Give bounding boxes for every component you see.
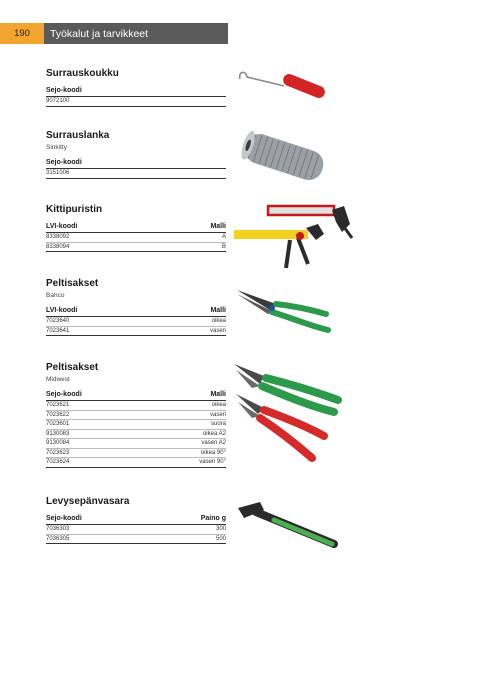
product-section: [46, 362, 226, 468]
product-variant: oikea 90°: [200, 449, 226, 456]
table-header: [46, 222, 226, 233]
product-subtitle: Midwest: [46, 376, 70, 383]
product-table: [46, 514, 226, 544]
product-variant: vasen 90°: [199, 459, 226, 465]
product-table: [46, 86, 226, 107]
table-row: [46, 233, 226, 243]
product-subtitle: Sinkitty: [46, 144, 67, 151]
column-header-model: Malli: [210, 223, 226, 230]
product-variant: vasen A2: [201, 440, 226, 446]
product-variant: vasen: [209, 411, 226, 418]
table-row: [46, 401, 226, 411]
product-code: 8338094: [46, 243, 70, 250]
product-code: 7023641: [46, 327, 70, 334]
product-code: 7023601: [46, 421, 70, 427]
midwest-snips-image: [230, 360, 344, 466]
product-section: [46, 68, 226, 107]
table-row: [46, 243, 226, 253]
column-header-model: Malli: [210, 307, 226, 314]
table-row: [46, 525, 226, 535]
bahco-snips-image: [234, 286, 334, 336]
table-row: [46, 420, 226, 430]
product-variant: oikea: [211, 402, 226, 408]
table-header: [46, 390, 226, 401]
caulking-gun-image: [232, 202, 358, 276]
table-row: [46, 535, 226, 545]
table-row: [46, 97, 226, 107]
header-title: Työkalut ja tarvikkeet: [44, 23, 228, 44]
product-table: [46, 306, 226, 336]
product-code: 7023623: [46, 449, 70, 456]
product-section: [46, 278, 226, 336]
product-code: 7036305: [46, 535, 70, 542]
product-variant: A: [221, 234, 226, 240]
table-row: [46, 317, 226, 327]
table-row: [46, 449, 226, 459]
product-table: [46, 222, 226, 252]
product-code: 7023624: [46, 459, 70, 465]
product-code: 9072100: [46, 98, 70, 104]
product-table: [46, 158, 226, 179]
product-title: Surrauslanka: [46, 130, 110, 141]
table-row: [46, 169, 226, 179]
table-row: [46, 458, 226, 468]
product-variant: oikea: [211, 318, 226, 324]
table-header: [46, 86, 226, 97]
product-code: 7036303: [46, 526, 70, 532]
table-row: [46, 430, 226, 440]
product-variant: suora: [210, 421, 226, 427]
product-title: Surrauskoukku: [46, 68, 119, 79]
column-header-model: Paino g: [200, 515, 226, 522]
product-title: Peltisakset: [46, 362, 99, 373]
product-section: [46, 204, 226, 252]
product-title: Peltisakset: [46, 278, 99, 289]
product-subtitle: Bahco: [46, 292, 65, 299]
column-header-code: Sejo-koodi: [46, 159, 82, 166]
product-variant: 500: [215, 535, 226, 542]
product-section: [46, 496, 226, 544]
product-title: Kittipuristin: [46, 204, 103, 215]
product-code: 9130084: [46, 440, 70, 446]
product-code: 8338092: [46, 234, 70, 240]
product-variant: 300: [215, 526, 226, 532]
hook-tool-image: [232, 66, 330, 106]
product-code: 7023640: [46, 318, 70, 324]
column-header-code: LVI-koodi: [46, 223, 78, 230]
product-section: [46, 130, 226, 179]
column-header-code: Sejo-koodi: [46, 87, 82, 94]
hammer-image: [234, 498, 338, 552]
product-variant: vasen: [209, 327, 226, 334]
page-header: [0, 23, 228, 44]
page-number: 190: [0, 23, 44, 44]
wire-roll-image: [236, 128, 331, 188]
product-code: 9130083: [46, 430, 70, 437]
product-table: [46, 390, 226, 468]
column-header-model: Malli: [210, 391, 226, 398]
table-header: [46, 158, 226, 169]
table-row: [46, 439, 226, 449]
product-code: 7023622: [46, 411, 70, 418]
column-header-code: Sejo-koodi: [46, 391, 82, 398]
product-variant: B: [221, 243, 226, 250]
table-header: [46, 306, 226, 317]
product-code: 3151006: [46, 170, 70, 176]
table-row: [46, 411, 226, 421]
table-row: [46, 327, 226, 337]
product-variant: oikea A2: [202, 430, 226, 437]
column-header-code: LVI-koodi: [46, 307, 78, 314]
column-header-code: Sejo-koodi: [46, 515, 82, 522]
product-code: 7023621: [46, 402, 70, 408]
product-title: Levysepänvasara: [46, 496, 130, 507]
table-header: [46, 514, 226, 525]
